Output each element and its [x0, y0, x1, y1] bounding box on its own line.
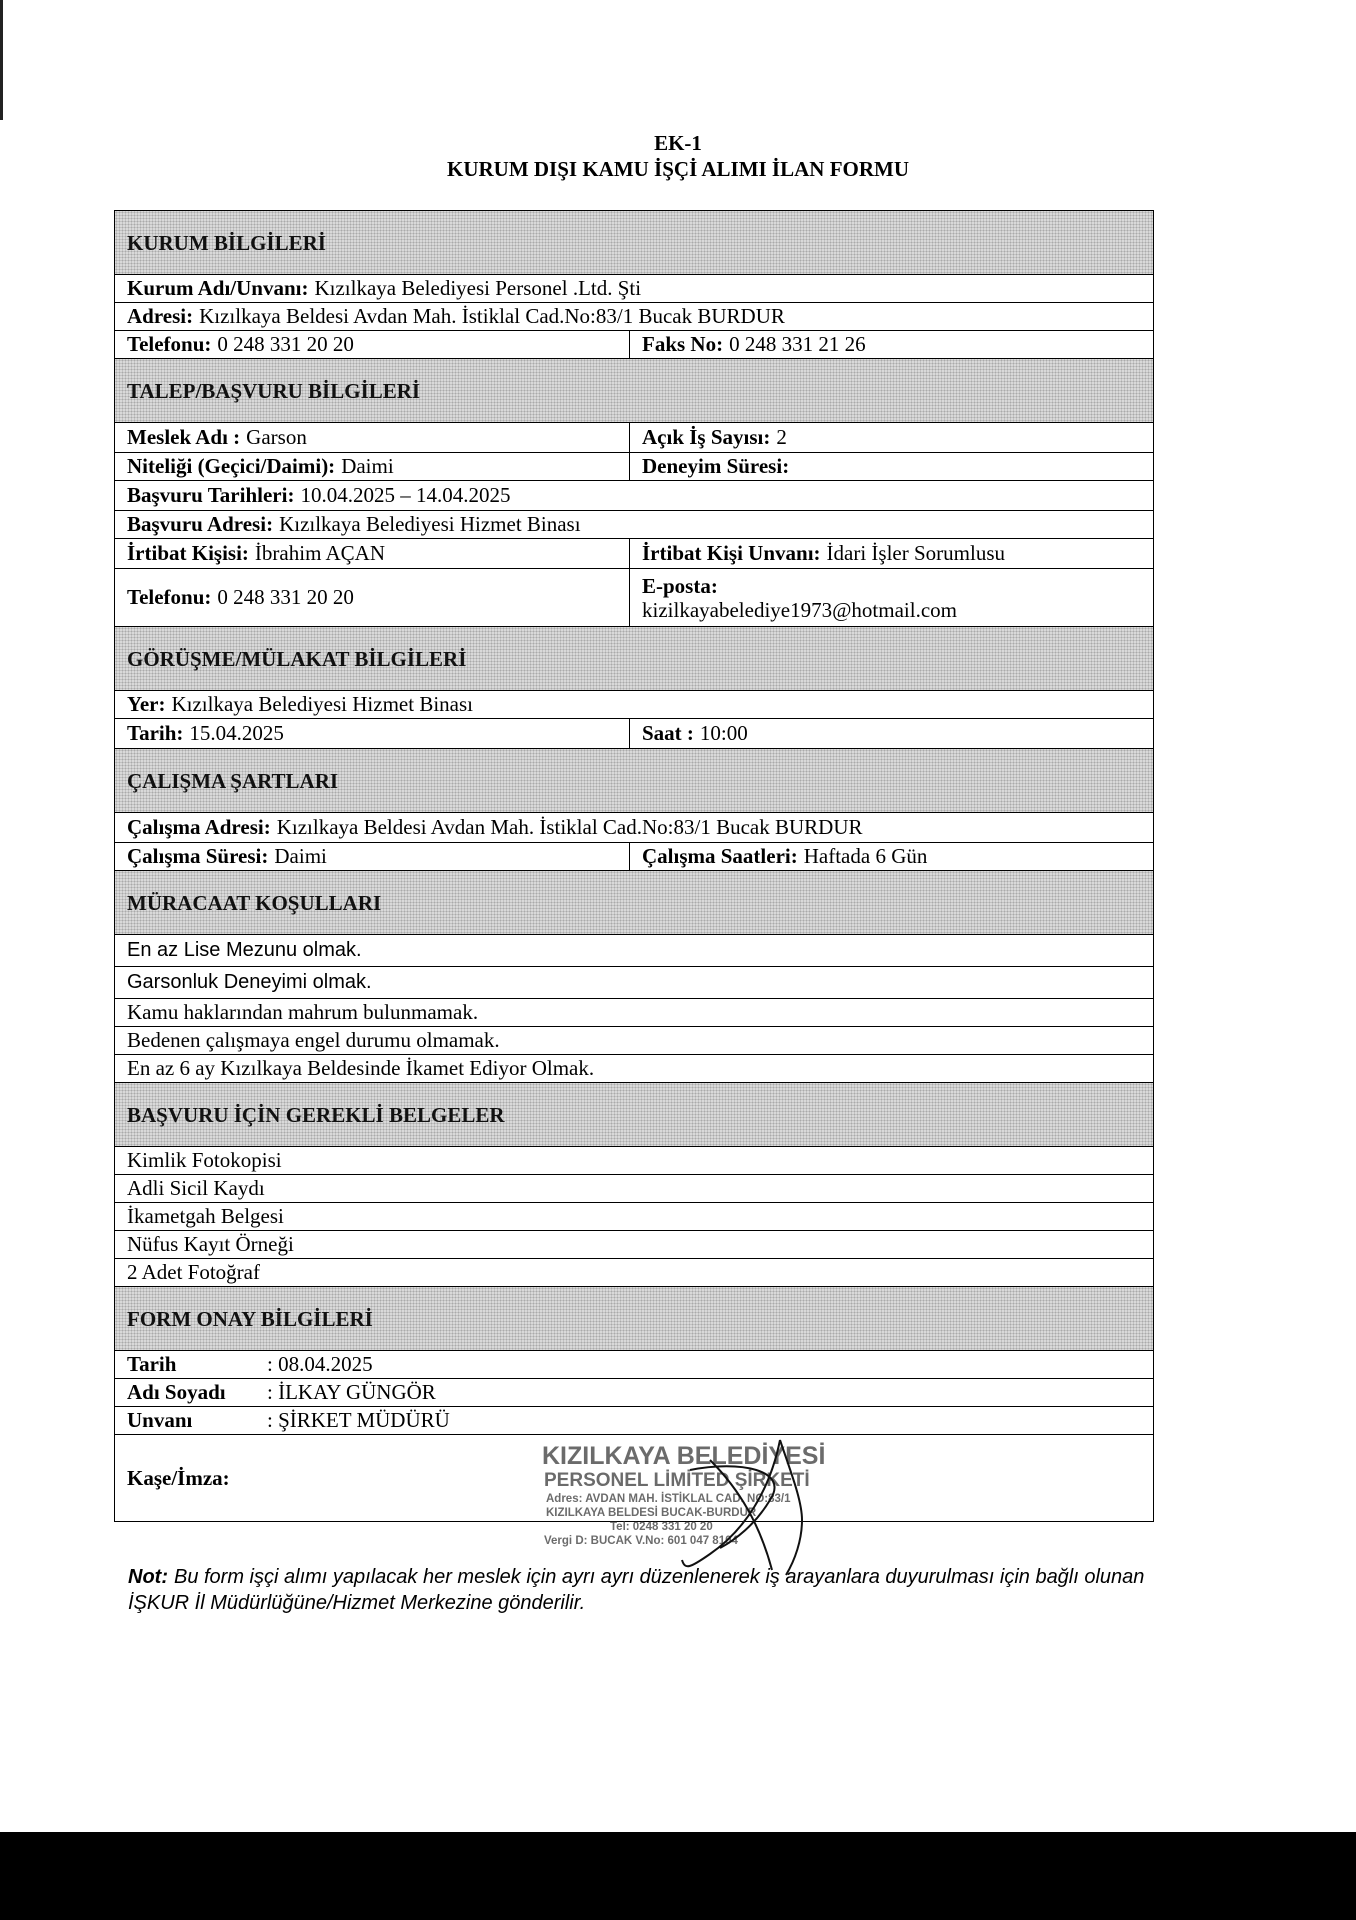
kurum-adi-value: Kızılkaya Belediyesi Personel .Ltd. Şti	[314, 276, 642, 300]
list-item	[115, 1259, 1153, 1287]
belge-item-2: Adli Sicil Kaydı	[127, 1176, 265, 1200]
irtibat-kisi-value: İbrahim AÇAN	[254, 541, 385, 565]
stamp-line-5: Tel: 0248 331 20 20	[610, 1521, 713, 1533]
muracaat-item-5: En az 6 ay Kızılkaya Beldesinde İkamet Ediyor Olmak.	[127, 1056, 595, 1080]
irtibat-telefon-value: 0 248 331 20 20	[217, 585, 354, 609]
basvuru-tarih-value: 10.04.2025 – 14.04.2025	[300, 483, 511, 507]
row-meslek	[115, 423, 1153, 453]
row-kurum-adres	[115, 303, 1153, 331]
irtibat-telefon-label: Telefonu:	[127, 585, 212, 609]
kurum-adres-value: Kızılkaya Beldesi Avdan Mah. İstiklal Cad.No:83/1 Bucak BURDUR	[199, 304, 785, 328]
irtibat-kisi-label: İrtibat Kişisi:	[127, 541, 249, 565]
row-nitelik	[115, 453, 1153, 481]
stamp-line-2: PERSONEL LİMİTED ŞİRKETİ	[544, 1470, 810, 1491]
company-stamp	[540, 1430, 860, 1580]
calisma-adres-label: Çalışma Adresi:	[127, 815, 271, 839]
row-kurum-adi	[115, 275, 1153, 303]
gorusme-tarih-value: 15.04.2025	[189, 721, 284, 745]
basvuru-adres-label: Başvuru Adresi:	[127, 512, 274, 536]
deneyim-label: Deneyim Süresi:	[642, 454, 790, 478]
muracaat-item-4: Bedenen çalışmaya engel durumu olmamak.	[127, 1028, 500, 1052]
list-item	[115, 967, 1153, 999]
calisma-sure-label: Çalışma Süresi:	[127, 844, 269, 868]
belge-item-3: İkametgah Belgesi	[127, 1204, 284, 1228]
onay-ad-label: Adı Soyadı	[127, 1380, 226, 1404]
basvuru-adres-value: Kızılkaya Belediyesi Hizmet Binası	[279, 512, 581, 536]
row-onay-tarih	[115, 1351, 1153, 1379]
doc-code: EK-1	[654, 131, 702, 155]
kurum-faks-label: Faks No:	[642, 332, 724, 356]
list-item	[115, 1147, 1153, 1175]
section-gorusme-header: GÖRÜŞME/MÜLAKAT BİLGİLERİ	[115, 627, 1153, 691]
eposta-label: E-posta:	[642, 573, 718, 598]
list-item	[115, 1027, 1153, 1055]
muracaat-item-1: En az Lise Mezunu olmak.	[127, 939, 362, 961]
gorusme-yer-label: Yer:	[127, 692, 166, 716]
list-item	[115, 935, 1153, 967]
irtibat-unvan-value: İdari İşler Sorumlusu	[826, 541, 1006, 565]
gorusme-saat-label: Saat :	[642, 721, 694, 745]
stamp-line-1: KIZILKAYA BELEDİYESİ	[542, 1442, 826, 1470]
list-item	[115, 999, 1153, 1027]
kurum-telefon-label: Telefonu:	[127, 332, 212, 356]
acik-is-label: Açık İş Sayısı:	[642, 425, 771, 449]
onay-ad-value: : İLKAY GÜNGÖR	[267, 1380, 436, 1404]
row-kurum-telefon	[115, 331, 1153, 359]
stamp-line-3: Adres: AVDAN MAH. İSTİKLAL CAD. NO:83/1	[546, 1493, 791, 1505]
calisma-sure-value: Daimi	[274, 844, 327, 868]
row-gorusme-yer	[115, 691, 1153, 719]
belge-item-5: 2 Adet Fotoğraf	[127, 1260, 260, 1284]
form-table	[114, 210, 1154, 1522]
scan-edge-mark	[0, 0, 3, 120]
gorusme-saat-value: 10:00	[699, 721, 748, 745]
onay-unvan-value: : ŞİRKET MÜDÜRÜ	[267, 1408, 450, 1432]
gorusme-yer-value: Kızılkaya Belediyesi Hizmet Binası	[171, 692, 473, 716]
row-calisma-sure	[115, 843, 1153, 871]
calisma-saat-label: Çalışma Saatleri:	[642, 844, 798, 868]
kurum-adres-label: Adresi:	[127, 304, 194, 328]
list-item	[115, 1203, 1153, 1231]
stamp-line-4: KIZILKAYA BELDESİ BUCAK-BURDUR	[546, 1507, 757, 1519]
page-title	[0, 130, 1356, 182]
row-basvuru-tarih	[115, 481, 1153, 511]
list-item	[115, 1231, 1153, 1259]
row-irtibat	[115, 539, 1153, 569]
gorusme-tarih-label: Tarih:	[127, 721, 184, 745]
list-item	[115, 1055, 1153, 1083]
onay-unvan-label: Unvanı	[127, 1408, 193, 1432]
kurum-adi-label: Kurum Adı/Unvanı:	[127, 276, 309, 300]
scan-bottom-bar	[0, 1832, 1356, 1920]
section-muracaat-header: MÜRACAAT KOŞULLARI	[115, 871, 1153, 935]
section-onay-header: FORM ONAY BİLGİLERİ	[115, 1287, 1153, 1351]
belge-item-4: Nüfus Kayıt Örneği	[127, 1232, 294, 1256]
note-text: Bu form işçi alımı yapılacak her meslek için ayrı ayrı düzenlenerek iş arayanlara duyurulması için bağlı olunan İŞKUR İl Müdürlüğüne/Hizmet Merkezine gönderilir.	[128, 1566, 1145, 1614]
list-item	[115, 1175, 1153, 1203]
belge-item-1: Kimlik Fotokopisi	[127, 1148, 282, 1172]
kurum-faks-value: 0 248 331 21 26	[729, 332, 866, 356]
onay-tarih-value: : 08.04.2025	[267, 1352, 373, 1376]
meslek-value: Garson	[246, 425, 307, 449]
kase-imza-label: Kaşe/İmza:	[127, 1465, 230, 1490]
section-kurum-header: KURUM BİLGİLERİ	[115, 211, 1153, 275]
note-label: Not:	[128, 1566, 168, 1588]
row-basvuru-adres	[115, 511, 1153, 539]
basvuru-tarih-label: Başvuru Tarihleri:	[127, 483, 295, 507]
section-belgeler-header: BAŞVURU İÇİN GEREKLİ BELGELER	[115, 1083, 1153, 1147]
section-calisma-header: ÇALIŞMA ŞARTLARI	[115, 749, 1153, 813]
footer-note	[128, 1564, 1208, 1616]
eposta-value: kizilkayabelediye1973@hotmail.com	[642, 597, 957, 622]
calisma-adres-value: Kızılkaya Beldesi Avdan Mah. İstiklal Cad.No:83/1 Bucak BURDUR	[276, 815, 863, 839]
onay-tarih-label: Tarih	[127, 1352, 177, 1376]
nitelik-value: Daimi	[341, 454, 394, 478]
section-talep-header: TALEP/BAŞVURU BİLGİLERİ	[115, 359, 1153, 423]
stamp-line-6: Vergi D: BUCAK V.No: 601 047 8104	[544, 1535, 738, 1547]
muracaat-item-2: Garsonluk Deneyimi olmak.	[127, 971, 372, 993]
acik-is-value: 2	[776, 425, 787, 449]
meslek-label: Meslek Adı :	[127, 425, 241, 449]
calisma-saat-value: Haftada 6 Gün	[803, 844, 928, 868]
row-irtibat-iletisim	[115, 569, 1153, 627]
irtibat-unvan-label: İrtibat Kişi Unvanı:	[642, 541, 821, 565]
row-onay-ad	[115, 1379, 1153, 1407]
kurum-telefon-value: 0 248 331 20 20	[217, 332, 354, 356]
nitelik-label: Niteliği (Geçici/Daimi):	[127, 454, 336, 478]
row-calisma-adres	[115, 813, 1153, 843]
muracaat-item-3: Kamu haklarından mahrum bulunmamak.	[127, 1000, 479, 1024]
doc-title: KURUM DIŞI KAMU İŞÇİ ALIMI İLAN FORMU	[446, 157, 910, 181]
row-gorusme-tarih	[115, 719, 1153, 749]
